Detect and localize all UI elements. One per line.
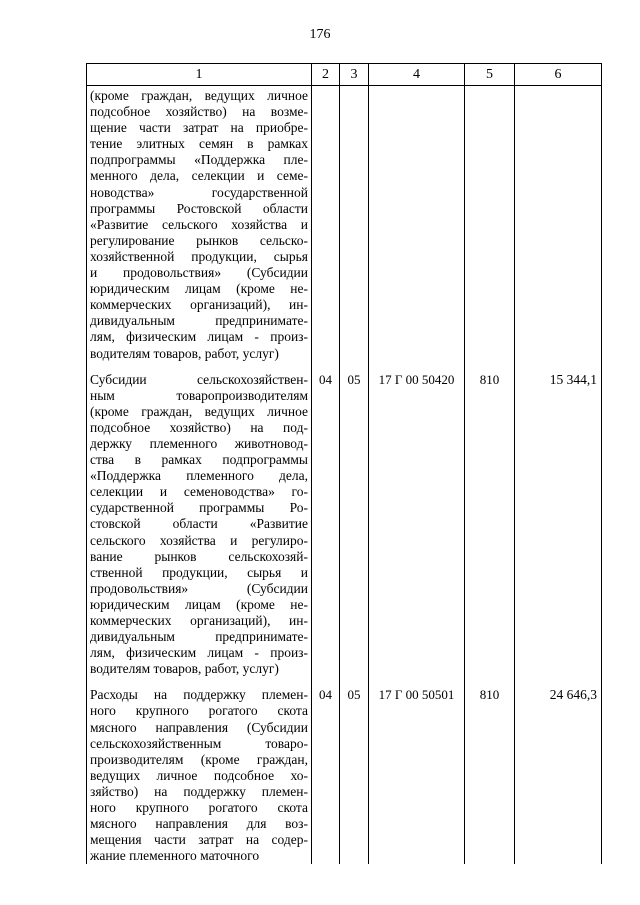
description-line: ного крупного рогатого скота [90, 703, 308, 719]
description-line: подсобное хозяйство) на возме- [90, 104, 308, 120]
description-line: дивидуальным предпринимате- [90, 313, 308, 329]
description-line: и продовольствия» (Субсидии [90, 265, 308, 281]
description-line: водителям товаров, работ, услуг) [90, 661, 279, 677]
amount-value: 24 646,3 [515, 681, 602, 864]
description-line: новодства» государственной [90, 184, 308, 200]
expense-type-code [465, 86, 515, 366]
description-line: Субсидии сельскохозяйствен- [90, 371, 308, 387]
target-article-code: 17 Г 00 50420 [369, 366, 465, 682]
subsection-code: 05 [340, 681, 369, 864]
section-code: 04 [312, 366, 340, 682]
description-line: сельского хозяйства и регулиро- [90, 532, 308, 548]
column-header-2: 2 [312, 64, 340, 86]
section-code: 04 [312, 681, 340, 864]
description-line: юридическим лицам (кроме не- [90, 281, 308, 297]
description-line: дивидуальным предпринимате- [90, 629, 308, 645]
description-line: мясного направления для воз- [90, 816, 308, 832]
description-line: тение элитных семян в рамках [90, 136, 308, 152]
table-row [87, 86, 602, 366]
expense-type-code: 810 [465, 366, 515, 682]
description-line: подсобное хозяйство) на под- [90, 419, 308, 435]
description-line: жание племенного маточного [90, 848, 260, 864]
description-line: Расходы на поддержку племен- [90, 687, 308, 703]
column-header-3: 3 [340, 64, 369, 86]
description-line: сельскохозяйственным товаро- [90, 735, 308, 751]
description-line: продовольствия» (Субсидии [90, 580, 308, 596]
table-body [87, 86, 602, 865]
description-line: селекции и семеноводства» го- [90, 484, 308, 500]
description-line: хозяйственной продукции, сырья [90, 248, 308, 264]
description-line: зяйство) на поддержку племен- [90, 783, 308, 799]
description-line: «Развитие сельского хозяйства и [90, 216, 308, 232]
target-article-code [369, 86, 465, 366]
page-number: 176 [309, 27, 331, 42]
header-row [87, 64, 602, 86]
description-line: щение части затрат на приобре- [90, 120, 308, 136]
description-line: подпрограммы «Поддержка пле- [90, 152, 308, 168]
description-line: программы Ростовской области [90, 200, 308, 216]
description-line: мещения части затрат на содер- [90, 832, 308, 848]
table-row [87, 366, 602, 682]
column-header-6: 6 [515, 64, 602, 86]
description-line: ства в рамках подпрограммы [90, 452, 308, 468]
description-line: производителям (кроме граждан, [90, 751, 308, 767]
subsection-code: 05 [340, 366, 369, 682]
amount-value [515, 86, 602, 366]
description-line: «Поддержка племенного дела, [90, 468, 308, 484]
description-line: ным товаропроизводителям [90, 387, 308, 403]
subsection-code [340, 86, 369, 366]
column-header-5: 5 [465, 64, 515, 86]
description-line: коммерческих организаций), ин- [90, 297, 308, 313]
row-description [87, 366, 312, 682]
row-description [87, 86, 312, 366]
description-line: менного дела, селекции и семе- [90, 168, 308, 184]
column-header-1: 1 [87, 64, 312, 86]
column-header-4: 4 [369, 64, 465, 86]
description-line: вание рынков сельскохозяй- [90, 548, 308, 564]
description-line: ного крупного рогатого скота [90, 800, 308, 816]
amount-value: 15 344,1 [515, 366, 602, 682]
description-line: лям, физическим лицам - произ- [90, 645, 308, 661]
budget-table [86, 63, 602, 864]
description-line: сударственной программы Ро- [90, 500, 308, 516]
description-line: мясного направления (Субсидии [90, 719, 308, 735]
description-line: стовской области «Развитие [90, 516, 308, 532]
table-header [87, 64, 602, 86]
target-article-code: 17 Г 00 50501 [369, 681, 465, 864]
section-code [312, 86, 340, 366]
description-line: ственной продукции, сырья и [90, 564, 308, 580]
row-description [87, 681, 312, 864]
description-line: держку племенного животновод- [90, 435, 308, 451]
description-line: регулирование рынков сельско- [90, 232, 308, 248]
table-row [87, 681, 602, 864]
description-line: лям, физическим лицам - произ- [90, 329, 308, 345]
description-line: юридическим лицам (кроме не- [90, 596, 308, 612]
description-line: (кроме граждан, ведущих личное [90, 403, 308, 419]
expense-type-code: 810 [465, 681, 515, 864]
description-line: водителям товаров, работ, услуг) [90, 345, 279, 361]
description-line: ведущих личное подсобное хо- [90, 767, 308, 783]
description-line: (кроме граждан, ведущих личное [90, 88, 308, 103]
description-line: коммерческих организаций), ин- [90, 613, 308, 628]
